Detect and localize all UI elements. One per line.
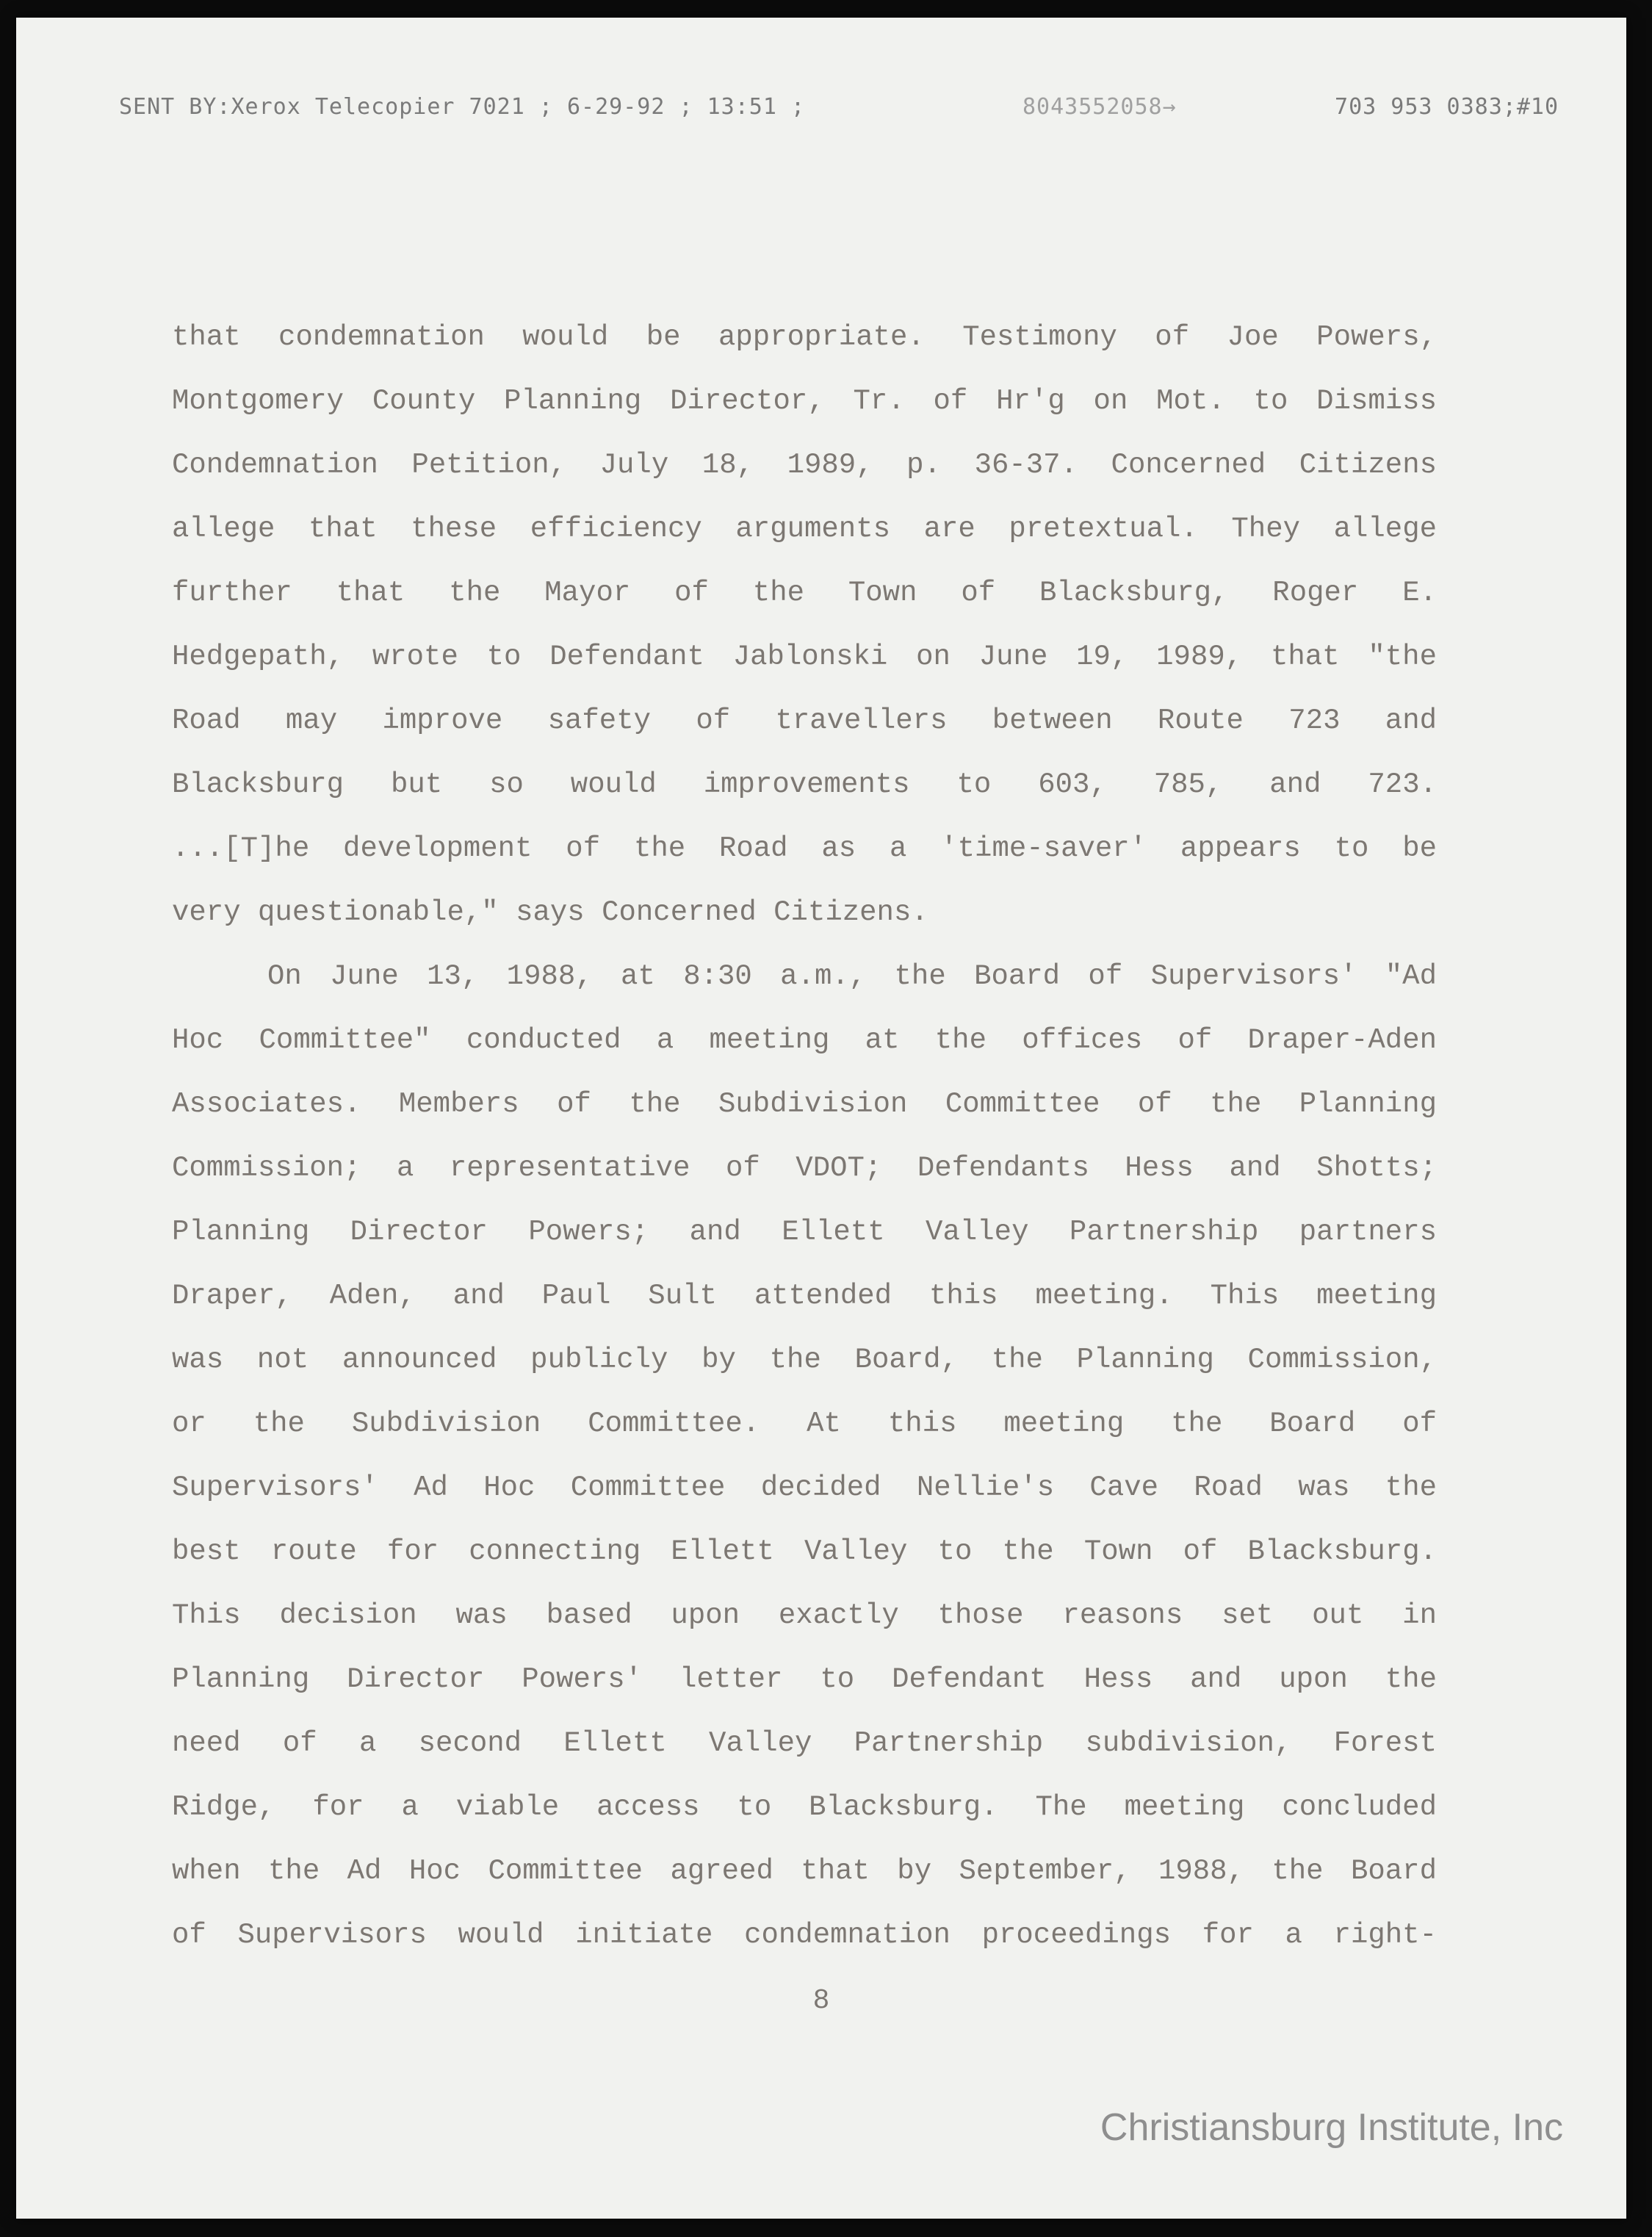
watermark-text: Christiansburg Institute, Inc	[1100, 2106, 1563, 2149]
text-line: Planning Director Powers' letter to Defendant Hess and upon the	[172, 1663, 1437, 1696]
text-line: Blacksburg but so would improvements to 603, 785, and 723.	[172, 768, 1437, 801]
text-line: Planning Director Powers; and Ellett Valley Partnership partners	[172, 1216, 1437, 1248]
text-line: very questionable," says Concerned Citizens.	[172, 896, 928, 929]
text-line: Supervisors' Ad Hoc Committee decided Nellie's Cave Road was the	[172, 1471, 1437, 1504]
text-line: Road may improve safety of travellers between Route 723 and	[172, 705, 1437, 737]
text-line: or the Subdivision Committee. At this meeting the Board of	[172, 1408, 1437, 1440]
text-line: further that the Mayor of the Town of Blacksburg, Roger E.	[172, 577, 1437, 609]
text-line: of Supervisors would initiate condemnation proceedings for a right-	[172, 1919, 1437, 1951]
text-line: This decision was based upon exactly those reasons set out in	[172, 1599, 1437, 1632]
text-line: Montgomery County Planning Director, Tr. of Hr'g on Mot. to Dismiss	[172, 385, 1437, 417]
fax-to-number: 703 953 0383;#10	[1335, 94, 1559, 120]
text-line: allege that these efficiency arguments are pretextual. They allege	[172, 513, 1437, 545]
fax-sent-by: SENT BY:Xerox Telecopier 7021 ; 6-29-92 ; 13:51 ;	[119, 94, 806, 120]
text-line: when the Ad Hoc Committee agreed that by September, 1988, the Board	[172, 1855, 1437, 1887]
document-page	[16, 18, 1626, 2219]
body-text	[172, 306, 1437, 1967]
paragraph-start-line: On June 13, 1988, at 8:30 a.m., the Board of Supervisors' "Ad	[267, 960, 1437, 993]
text-line: best route for connecting Ellett Valley to the Town of Blacksburg.	[172, 1535, 1437, 1568]
page-number: 8	[812, 1985, 830, 2017]
text-line: that condemnation would be appropriate. Testimony of Joe Powers,	[172, 321, 1437, 353]
text-line: Ridge, for a viable access to Blacksburg. The meeting concluded	[172, 1791, 1437, 1823]
text-line: Hedgepath, wrote to Defendant Jablonski on June 19, 1989, that "the	[172, 641, 1437, 673]
text-line: Condemnation Petition, July 18, 1989, p. 36-37. Concerned Citizens	[172, 449, 1437, 481]
text-line: was not announced publicly by the Board, the Planning Commission,	[172, 1344, 1437, 1376]
text-line: Draper, Aden, and Paul Sult attended this meeting. This meeting	[172, 1280, 1437, 1312]
text-line: ...[T]he development of the Road as a 'time-saver' appears to be	[172, 832, 1437, 865]
fax-header	[119, 94, 1559, 131]
text-line: need of a second Ellett Valley Partnership subdivision, Forest	[172, 1727, 1437, 1759]
text-line: Associates. Members of the Subdivision Committee of the Planning	[172, 1088, 1437, 1120]
text-line: Hoc Committee" conducted a meeting at the offices of Draper-Aden	[172, 1024, 1437, 1056]
fax-from-number: 8043552058→	[1022, 94, 1177, 120]
text-line: Commission; a representative of VDOT; Defendants Hess and Shotts;	[172, 1152, 1437, 1184]
